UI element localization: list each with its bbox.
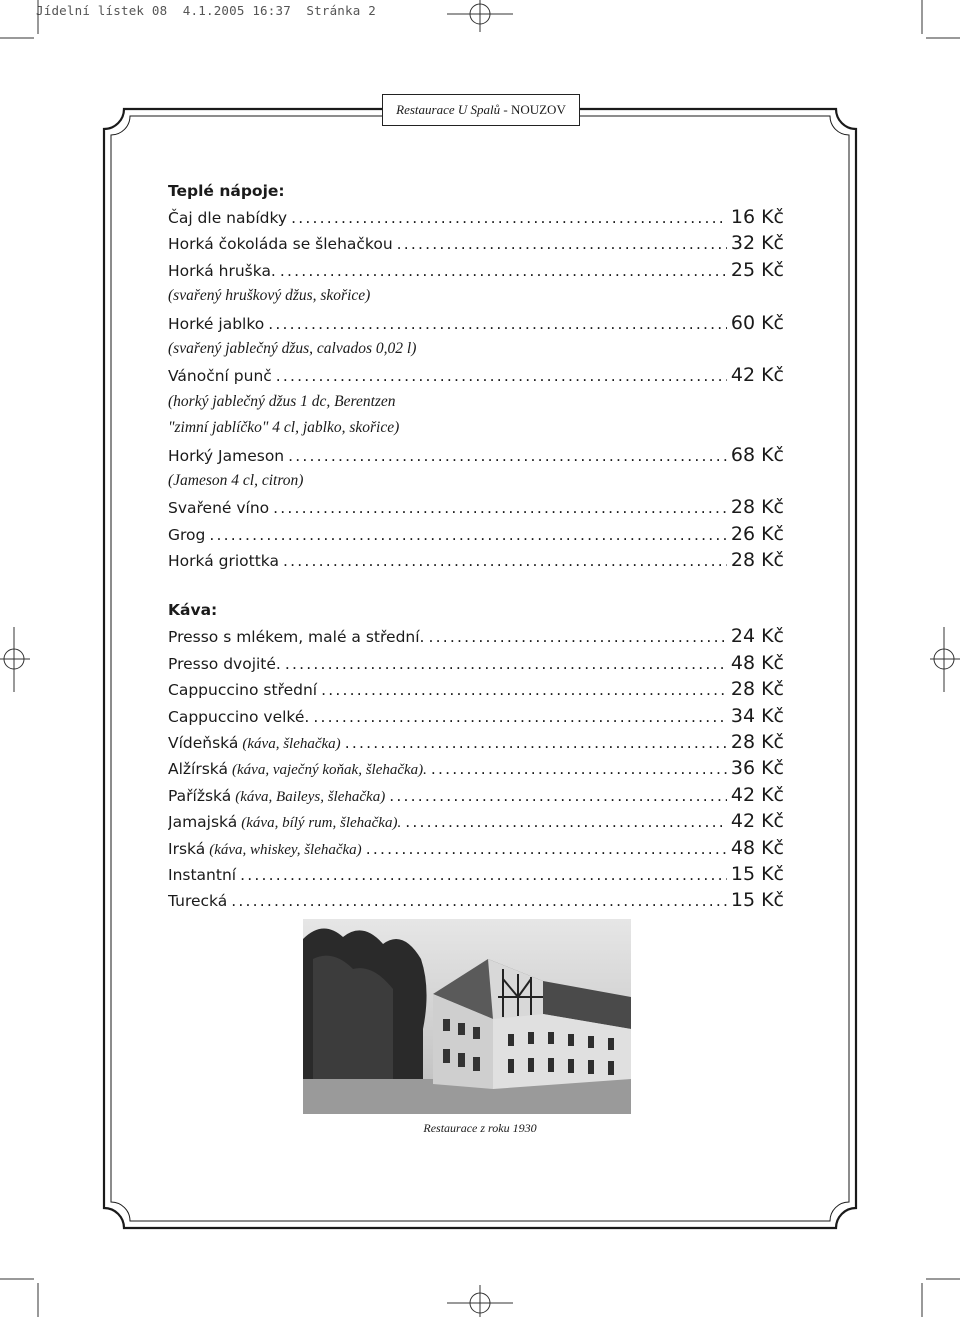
item-price: 42 Kč [730,783,784,806]
menu-item [168,204,784,230]
item-price: 32 Kč [730,232,784,255]
item-name: Horká hruška. [168,261,276,280]
item-price: 28 Kč [730,496,784,519]
item-name: Svařené víno [168,499,270,518]
menu-item [168,782,784,808]
item-name: Alžírská [168,760,229,779]
item-price: 28 Kč [730,549,784,572]
menu-item [168,310,784,336]
item-name: Jamajská [168,813,238,832]
item-price: 28 Kč [730,731,784,754]
dot-leader [276,363,727,388]
item-price: 48 Kč [730,836,784,859]
menu-item [168,861,784,887]
menu-item [168,887,784,913]
restaurant-name: Restaurace U Spalů - [396,102,508,117]
photo-caption: Restaurace z roku 1930 [423,1121,537,1135]
item-price: 26 Kč [730,522,784,545]
item-name: Horká griottka [168,552,279,571]
item-name: Horká čokoláda se šlehačkou [168,235,393,254]
dot-leader [389,783,727,808]
dot-leader [397,231,727,256]
item-detail: (káva, bílý rum, šlehačka). [241,815,402,832]
dot-leader [405,809,727,834]
menu-item [168,676,784,702]
section-spacer [168,573,784,597]
menu-item [168,494,784,520]
dot-leader [321,677,727,702]
dot-leader [283,548,727,573]
menu-item [168,230,784,256]
dot-leader [280,258,727,283]
item-price: 36 Kč [730,757,784,780]
dot-leader [313,704,727,729]
item-note: (svařený hruškový džus, skořice) [168,287,371,305]
dot-leader [273,495,727,520]
item-price: 15 Kč [730,889,784,912]
item-detail: (káva, vaječný koňak, šlehačka). [232,762,427,779]
item-name: Vídeňská [168,734,239,753]
dot-leader [288,443,727,468]
dot-leader [345,730,727,755]
item-detail: (káva, whiskey, šlehačka) [209,841,362,858]
item-name: Presso dvojité. [168,654,281,673]
item-price: 15 Kč [730,862,784,885]
item-name: Horký Jameson [168,446,285,465]
dot-leader [291,205,727,230]
item-name: Vánoční punč [168,367,272,386]
menu-item [168,729,784,755]
dot-leader [428,624,726,649]
menu-item [168,835,784,861]
section-title-hot-drinks: Teplé nápoje: [168,182,285,200]
dot-leader [209,522,727,547]
item-note: (horký jablečný džus 1 dc, Berentzen [168,392,396,410]
dot-leader [268,311,727,336]
item-price: 48 Kč [730,651,784,674]
restaurant-place: NOUZOV [510,102,566,117]
print-slug: Jídelní lístek 08 4.1.2005 16:37 Stránka 2 [36,3,376,18]
item-price: 25 Kč [730,258,784,281]
menu-item [168,808,784,834]
item-price: 16 Kč [730,206,784,228]
item-detail: (káva, Baileys, šlehačka) [235,788,386,805]
menu-item [168,521,784,547]
dot-leader [240,862,727,887]
restaurant-photo [303,919,631,1114]
item-name: Horké jablko [168,314,265,333]
item-detail: (káva, šlehačka) [242,736,341,753]
item-name: Cappuccino střední [168,681,318,700]
item-price: 28 Kč [730,678,784,701]
item-price: 24 Kč [730,625,784,648]
item-note: (svařený jablečný džus, calvados 0,02 l) [168,339,417,357]
item-name: Irská [168,839,206,858]
menu-item [168,755,784,781]
menu-item [168,362,784,388]
menu-item [168,623,784,649]
item-name: Grog [168,525,206,544]
item-price: 68 Kč [730,443,784,466]
building-illustration [303,919,631,1114]
item-name: Turecká [168,892,228,911]
item-note: "zimní jablíčko" 4 cl, jablko, skořice) [168,419,400,437]
item-name: Instantní [168,865,237,884]
menu-item [168,442,784,468]
item-price: 60 Kč [730,311,784,334]
menu-item [168,257,784,283]
section-title-coffee: Káva: [168,601,218,620]
item-price: 34 Kč [730,704,784,727]
item-price: 42 Kč [730,810,784,833]
menu-list [168,178,784,914]
item-name: Presso s mlékem, malé a střední. [168,628,425,647]
dot-leader [285,651,727,676]
item-name: Čaj dle nabídky [168,209,288,227]
dot-leader [431,756,727,781]
dot-leader [366,836,727,861]
item-note: (Jameson 4 cl, citron) [168,471,304,489]
restaurant-name-box [382,94,580,126]
menu-item [168,703,784,729]
item-name: Cappuccino velké. [168,707,310,726]
menu-item [168,547,784,573]
menu-item [168,650,784,676]
item-price: 42 Kč [730,364,784,387]
dot-leader [231,888,727,913]
item-name: Pařížská [168,786,232,805]
